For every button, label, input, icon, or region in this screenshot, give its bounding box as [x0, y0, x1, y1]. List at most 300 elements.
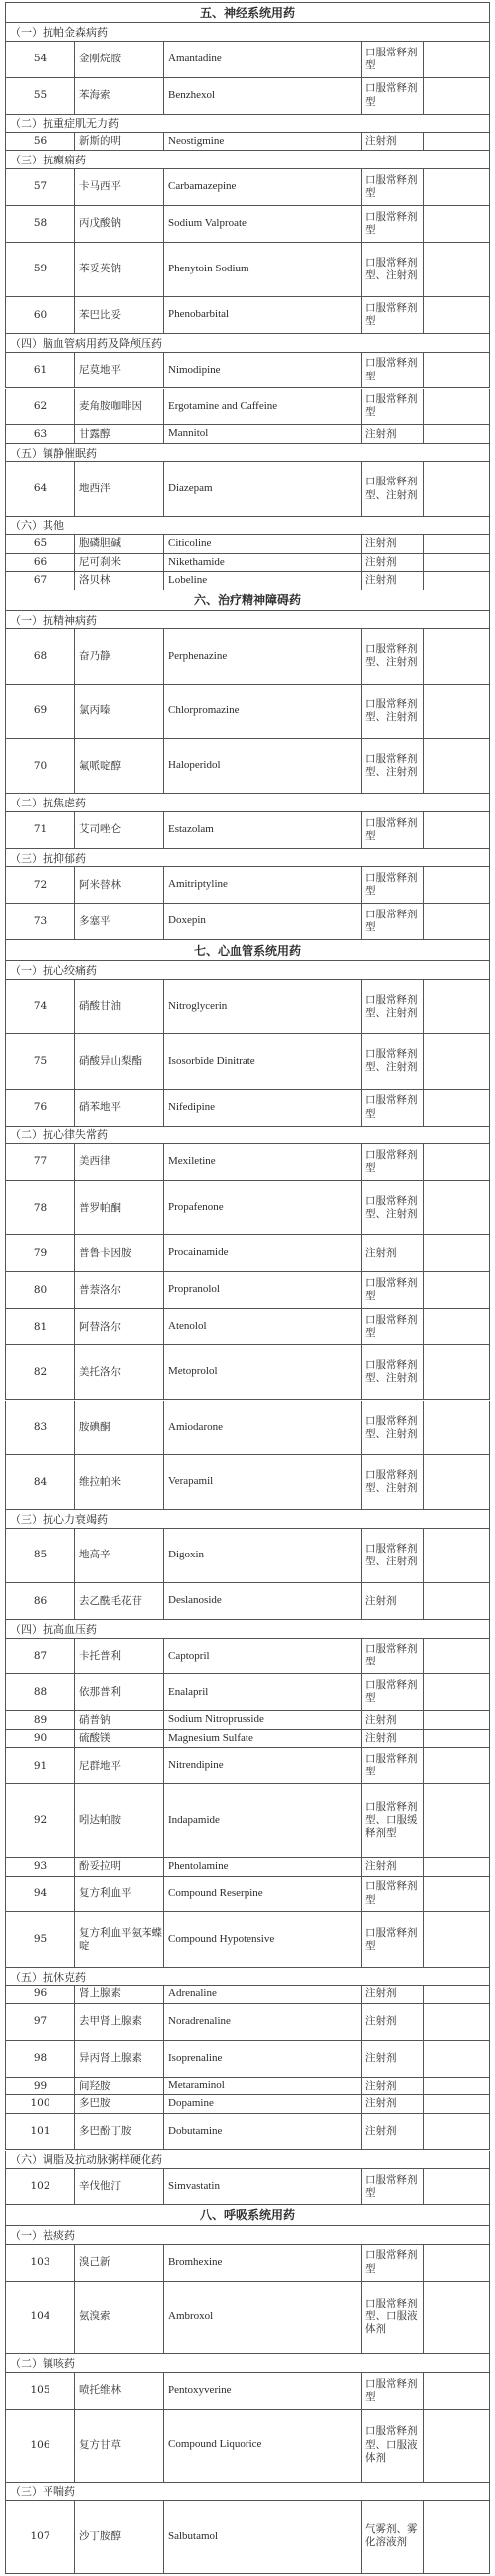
subsection-heading: （一）抗精神病药: [5, 611, 490, 629]
remarks-cell: [424, 1345, 491, 1399]
drug-chinese-name: 依那普利: [75, 1674, 164, 1710]
dosage-form: 口服常释剂型: [362, 812, 424, 848]
remarks-cell: [424, 353, 491, 388]
drug-english-name: Sodium Valproate: [164, 206, 362, 242]
remarks-cell: [424, 297, 491, 333]
table-row: [5, 2245, 490, 2282]
remarks-cell: [424, 1784, 491, 1857]
row-number: 89: [6, 1711, 75, 1728]
drug-english-name: Nitroglycerin: [164, 980, 362, 1033]
drug-chinese-name: 苯巴比妥: [75, 297, 164, 333]
drug-english-name: Isosorbide Dinitrate: [164, 1034, 362, 1088]
table-row: [5, 133, 490, 151]
remarks-cell: [424, 2169, 491, 2204]
drug-chinese-name: 硝苯地平: [75, 1090, 164, 1126]
drug-english-name: Captopril: [164, 1639, 362, 1674]
drug-english-name: Nifedipine: [164, 1090, 362, 1126]
drug-english-name: Ergotamine and Caffeine: [164, 389, 362, 425]
row-number: 75: [6, 1034, 75, 1088]
remarks-cell: [424, 1912, 491, 1966]
remarks-cell: [424, 1090, 491, 1126]
dosage-form: 口服常释剂型: [362, 904, 424, 939]
row-number: 62: [6, 389, 75, 425]
row-number: 60: [6, 297, 75, 333]
dosage-form: 口服常释剂型: [362, 1674, 424, 1710]
drug-chinese-name: 间羟胺: [75, 2078, 164, 2094]
dosage-form: 口服常释剂型: [362, 1090, 424, 1126]
remarks-cell: [424, 2095, 491, 2112]
row-number: 104: [6, 2282, 75, 2354]
table-row: [5, 2169, 490, 2205]
remarks-cell: [424, 462, 491, 515]
table-row: [5, 78, 490, 115]
table-row: [5, 1674, 490, 1711]
drug-english-name: Phenytoin Sodium: [164, 243, 362, 296]
drug-chinese-name: 普萘洛尔: [75, 1272, 164, 1308]
drug-chinese-name: 新斯的明: [75, 133, 164, 150]
remarks-cell: [424, 867, 491, 903]
dosage-form: 口服常释剂型: [362, 1912, 424, 1966]
drug-chinese-name: 艾司唑仑: [75, 812, 164, 848]
row-number: 70: [6, 739, 75, 793]
drug-chinese-name: 美西律: [75, 1144, 164, 1180]
remarks-cell: [424, 572, 491, 589]
drug-chinese-name: 奋乃静: [75, 629, 164, 683]
remarks-cell: [424, 1730, 491, 1747]
remarks-cell: [424, 1877, 491, 1912]
drug-english-name: Pentoxyverine: [164, 2373, 362, 2409]
subsection-heading: （三）抗心力衰竭药: [5, 1510, 490, 1528]
row-number: 54: [6, 42, 75, 77]
subsection-heading: （二）镇咳药: [5, 2354, 490, 2372]
row-number: 58: [6, 206, 75, 242]
table-row: [5, 980, 490, 1034]
row-number: 98: [6, 2041, 75, 2077]
row-number: 96: [6, 1986, 75, 2002]
drug-chinese-name: 酚妥拉明: [75, 1858, 164, 1875]
drug-chinese-name: 卡马西平: [75, 169, 164, 205]
drug-english-name: Amantadine: [164, 42, 362, 77]
table-row: [5, 685, 490, 739]
remarks-cell: [424, 2282, 491, 2354]
table-row: [5, 2373, 490, 2410]
drug-english-name: Dopamine: [164, 2095, 362, 2112]
subsection-heading: （五）抗休克药: [5, 1968, 490, 1986]
dosage-form: 口服常释剂型、注射剂: [362, 1529, 424, 1582]
row-number: 102: [6, 2169, 75, 2204]
drug-chinese-name: 尼群地平: [75, 1748, 164, 1783]
drug-english-name: Simvastatin: [164, 2169, 362, 2204]
row-number: 97: [6, 2004, 75, 2040]
remarks-cell: [424, 1144, 491, 1180]
remarks-cell: [424, 425, 491, 442]
row-number: 57: [6, 169, 75, 205]
row-number: 74: [6, 980, 75, 1033]
row-number: 88: [6, 1674, 75, 1710]
drug-english-name: Amiodarone: [164, 1401, 362, 1454]
remarks-cell: [424, 1858, 491, 1875]
dosage-form: 口服常释剂型、注射剂: [362, 1181, 424, 1234]
row-number: 55: [6, 78, 75, 114]
drug-chinese-name: 去乙酰毛花苷: [75, 1583, 164, 1619]
remarks-cell: [424, 1034, 491, 1088]
drug-english-name: Haloperidol: [164, 739, 362, 793]
remarks-cell: [424, 812, 491, 848]
drug-chinese-name: 地西泮: [75, 462, 164, 515]
row-number: 100: [6, 2095, 75, 2112]
drug-english-name: Doxepin: [164, 904, 362, 939]
drug-chinese-name: 金刚烷胺: [75, 42, 164, 77]
drug-chinese-name: 肾上腺素: [75, 1986, 164, 2002]
drug-chinese-name: 硝普钠: [75, 1711, 164, 1728]
table-row: [5, 425, 490, 443]
row-number: 77: [6, 1144, 75, 1180]
table-row: [5, 2501, 490, 2574]
row-number: 106: [6, 2410, 75, 2482]
remarks-cell: [424, 1272, 491, 1308]
drug-english-name: Lobeline: [164, 572, 362, 589]
drug-chinese-name: 尼莫地平: [75, 353, 164, 388]
drug-english-name: Mexiletine: [164, 1144, 362, 1180]
section-heading: 七、心血管系统用药: [5, 940, 490, 961]
section-heading: 八、呼吸系统用药: [5, 2205, 490, 2226]
drug-chinese-name: 硝酸异山梨酯: [75, 1034, 164, 1088]
dosage-form: 口服常释剂型、注射剂: [362, 462, 424, 515]
remarks-cell: [424, 2041, 491, 2077]
row-number: 72: [6, 867, 75, 903]
dosage-form: 注射剂: [362, 425, 424, 442]
drug-chinese-name: 卡托普利: [75, 1639, 164, 1674]
table-row: [5, 1345, 490, 1400]
drug-english-name: Adrenaline: [164, 1986, 362, 2002]
table-row: [5, 1730, 490, 1748]
dosage-form: 口服常释剂型、注射剂: [362, 739, 424, 793]
drug-chinese-name: 氨溴索: [75, 2282, 164, 2354]
table-row: [5, 1401, 490, 1455]
drug-english-name: Citicoline: [164, 535, 362, 552]
drug-english-name: Metoprolol: [164, 1345, 362, 1399]
drug-chinese-name: 洛贝林: [75, 572, 164, 589]
remarks-cell: [424, 2114, 491, 2150]
drug-english-name: Indapamide: [164, 1784, 362, 1857]
subsection-heading: （四）脑血管病用药及降颅压药: [5, 334, 490, 352]
row-number: 107: [6, 2501, 75, 2573]
row-number: 101: [6, 2114, 75, 2150]
table-row: [5, 1986, 490, 2003]
drug-english-name: Atenolol: [164, 1309, 362, 1344]
drug-english-name: Nikethamide: [164, 554, 362, 571]
row-number: 64: [6, 462, 75, 515]
table-row: [5, 2282, 490, 2355]
table-row: [5, 1711, 490, 1729]
drug-chinese-name: 多巴酚丁胺: [75, 2114, 164, 2150]
table-row: [5, 1181, 490, 1235]
remarks-cell: [424, 2004, 491, 2040]
subsection-heading: （一）祛痰药: [5, 2226, 490, 2244]
dosage-form: 注射剂: [362, 2114, 424, 2150]
dosage-form: 口服常释剂型、注射剂: [362, 243, 424, 296]
subsection-heading: （六）其他: [5, 517, 490, 535]
remarks-cell: [424, 1455, 491, 1509]
drug-english-name: Salbutamol: [164, 2501, 362, 2573]
drug-chinese-name: 辛伐他汀: [75, 2169, 164, 2204]
dosage-form: 口服常释剂型: [362, 42, 424, 77]
drug-chinese-name: 复方甘草: [75, 2410, 164, 2482]
drug-english-name: Compound Liquorice: [164, 2410, 362, 2482]
row-number: 95: [6, 1912, 75, 1966]
row-number: 67: [6, 572, 75, 589]
table-row: [5, 1912, 490, 1967]
drug-english-name: Carbamazepine: [164, 169, 362, 205]
row-number: 84: [6, 1455, 75, 1509]
dosage-form: 口服常释剂型、口服液体剂: [362, 2410, 424, 2482]
table-row: [5, 1272, 490, 1309]
table-row: [5, 1235, 490, 1272]
remarks-cell: [424, 169, 491, 205]
dosage-form: 注射剂: [362, 2041, 424, 2077]
dosage-form: 口服常释剂型: [362, 1144, 424, 1180]
remarks-cell: [424, 1181, 491, 1234]
dosage-form: 口服常释剂型、注射剂: [362, 980, 424, 1033]
dosage-form: 口服常释剂型: [362, 2373, 424, 2409]
row-number: 71: [6, 812, 75, 848]
row-number: 92: [6, 1784, 75, 1857]
table-row: [5, 812, 490, 849]
row-number: 61: [6, 353, 75, 388]
drug-english-name: Metaraminol: [164, 2078, 362, 2094]
drug-chinese-name: 硫酸镁: [75, 1730, 164, 1747]
table-row: [5, 554, 490, 572]
table-row: [5, 243, 490, 297]
row-number: 81: [6, 1309, 75, 1344]
drug-english-name: Ambroxol: [164, 2282, 362, 2354]
dosage-form: 注射剂: [362, 2004, 424, 2040]
drug-chinese-name: 氯丙嗪: [75, 685, 164, 738]
dosage-form: 口服常释剂型: [362, 389, 424, 425]
table-row: [5, 353, 490, 389]
remarks-cell: [424, 1748, 491, 1783]
drug-chinese-name: 溴己新: [75, 2245, 164, 2281]
dosage-form: 注射剂: [362, 1235, 424, 1271]
row-number: 105: [6, 2373, 75, 2409]
table-row: [5, 42, 490, 78]
row-number: 99: [6, 2078, 75, 2094]
drug-english-name: Isoprenaline: [164, 2041, 362, 2077]
table-row: [5, 297, 490, 334]
drug-chinese-name: 沙丁胺醇: [75, 2501, 164, 2573]
drug-chinese-name: 普罗帕酮: [75, 1181, 164, 1234]
table-row: [5, 535, 490, 553]
subsection-heading: （三）抗抑郁药: [5, 849, 490, 867]
row-number: 69: [6, 685, 75, 738]
drug-list-table: [5, 0, 490, 2576]
drug-chinese-name: 复方利血平: [75, 1877, 164, 1912]
row-number: 91: [6, 1748, 75, 1783]
table-row: [5, 1529, 490, 1583]
drug-chinese-name: 苯妥英钠: [75, 243, 164, 296]
remarks-cell: [424, 739, 491, 793]
remarks-cell: [424, 1235, 491, 1271]
drug-chinese-name: 普鲁卡因胺: [75, 1235, 164, 1271]
drug-english-name: Neostigmine: [164, 133, 362, 150]
table-row: [5, 206, 490, 243]
drug-chinese-name: 麦角胺咖啡因: [75, 389, 164, 425]
subsection-heading: （二）抗重症肌无力药: [5, 115, 490, 133]
row-number: 65: [6, 535, 75, 552]
remarks-cell: [424, 2410, 491, 2482]
dosage-form: 注射剂: [362, 1986, 424, 2002]
subsection-heading: （四）抗高血压药: [5, 1620, 490, 1638]
dosage-form: 口服常释剂型: [362, 206, 424, 242]
dosage-form: 口服常释剂型、注射剂: [362, 1345, 424, 1399]
drug-chinese-name: 苯海索: [75, 78, 164, 114]
row-number: 103: [6, 2245, 75, 2281]
drug-chinese-name: 吲达帕胺: [75, 1784, 164, 1857]
row-number: 56: [6, 133, 75, 150]
dosage-form: 口服常释剂型: [362, 297, 424, 333]
table-row: [5, 1034, 490, 1089]
drug-chinese-name: 甘露醇: [75, 425, 164, 442]
table-row: [5, 462, 490, 516]
drug-english-name: Sodium Nitroprusside: [164, 1711, 362, 1728]
drug-english-name: Verapamil: [164, 1455, 362, 1509]
remarks-cell: [424, 1529, 491, 1582]
subsection-heading: （一）抗心绞痛药: [5, 961, 490, 979]
drug-english-name: Noradrenaline: [164, 2004, 362, 2040]
dosage-form: 口服常释剂型、注射剂: [362, 1455, 424, 1509]
remarks-cell: [424, 980, 491, 1033]
row-number: 66: [6, 554, 75, 571]
table-row: [5, 904, 490, 940]
table-row: [5, 1455, 490, 1510]
table-row: [5, 739, 490, 794]
row-number: 90: [6, 1730, 75, 1747]
remarks-cell: [424, 2078, 491, 2094]
dosage-form: 注射剂: [362, 1583, 424, 1619]
dosage-form: 口服常释剂型: [362, 1877, 424, 1912]
row-number: 59: [6, 243, 75, 296]
drug-english-name: Phenobarbital: [164, 297, 362, 333]
subsection-heading: （二）抗心律失常药: [5, 1127, 490, 1144]
row-number: 80: [6, 1272, 75, 1308]
row-number: 83: [6, 1401, 75, 1454]
table-row: [5, 867, 490, 904]
drug-english-name: Propranolol: [164, 1272, 362, 1308]
drug-chinese-name: 氟哌啶醇: [75, 739, 164, 793]
drug-english-name: Nimodipine: [164, 353, 362, 388]
drug-english-name: Benzhexol: [164, 78, 362, 114]
dosage-form: 注射剂: [362, 133, 424, 150]
subsection-heading: （一）抗帕金森病药: [5, 23, 490, 41]
row-number: 93: [6, 1858, 75, 1875]
table-row: [5, 572, 490, 590]
dosage-form: 口服常释剂型: [362, 2169, 424, 2204]
remarks-cell: [424, 1583, 491, 1619]
subsection-heading: （五）镇静催眠药: [5, 444, 490, 462]
dosage-form: 注射剂: [362, 2078, 424, 2094]
drug-chinese-name: 胺碘酮: [75, 1401, 164, 1454]
table-row: [5, 1144, 490, 1181]
drug-chinese-name: 异丙肾上腺素: [75, 2041, 164, 2077]
drug-english-name: Nitrendipine: [164, 1748, 362, 1783]
dosage-form: 口服常释剂型、注射剂: [362, 1034, 424, 1088]
drug-english-name: Digoxin: [164, 1529, 362, 1582]
drug-english-name: Perphenazine: [164, 629, 362, 683]
drug-chinese-name: 阿米替林: [75, 867, 164, 903]
dosage-form: 口服常释剂型、口服缓释剂型: [362, 1784, 424, 1857]
drug-chinese-name: 丙戊酸钠: [75, 206, 164, 242]
dosage-form: 口服常释剂型: [362, 169, 424, 205]
drug-english-name: Mannitol: [164, 425, 362, 442]
subsection-heading: （三）平喘药: [5, 2483, 490, 2501]
dosage-form: 口服常释剂型、注射剂: [362, 629, 424, 683]
row-number: 79: [6, 1235, 75, 1271]
drug-english-name: Phentolamine: [164, 1858, 362, 1875]
remarks-cell: [424, 1639, 491, 1674]
remarks-cell: [424, 535, 491, 552]
drug-english-name: Chlorpromazine: [164, 685, 362, 738]
table-row: [5, 2041, 490, 2078]
remarks-cell: [424, 554, 491, 571]
dosage-form: 注射剂: [362, 535, 424, 552]
dosage-form: 注射剂: [362, 1711, 424, 1728]
table-row: [5, 2004, 490, 2041]
subsection-heading: （二）抗焦虑药: [5, 794, 490, 811]
drug-english-name: Magnesium Sulfate: [164, 1730, 362, 1747]
dosage-form: 口服常释剂型、注射剂: [362, 1401, 424, 1454]
drug-english-name: Procainamide: [164, 1235, 362, 1271]
drug-chinese-name: 喷托维林: [75, 2373, 164, 2409]
table-row: [5, 2114, 490, 2151]
drug-chinese-name: 多巴胺: [75, 2095, 164, 2112]
table-row: [5, 169, 490, 206]
remarks-cell: [424, 629, 491, 683]
section-heading: 五、神经系统用药: [5, 2, 490, 23]
table-row: [5, 1090, 490, 1127]
drug-chinese-name: 美托洛尔: [75, 1345, 164, 1399]
remarks-cell: [424, 133, 491, 150]
row-number: 73: [6, 904, 75, 939]
table-row: [5, 1877, 490, 1913]
dosage-form: 注射剂: [362, 2095, 424, 2112]
remarks-cell: [424, 42, 491, 77]
row-number: 94: [6, 1877, 75, 1912]
remarks-cell: [424, 2245, 491, 2281]
dosage-form: 注射剂: [362, 572, 424, 589]
drug-english-name: Enalapril: [164, 1674, 362, 1710]
drug-english-name: Bromhexine: [164, 2245, 362, 2281]
drug-english-name: Diazepam: [164, 462, 362, 515]
drug-chinese-name: 尼可刹米: [75, 554, 164, 571]
dosage-form: 注射剂: [362, 1858, 424, 1875]
drug-english-name: Compound Hypotensive: [164, 1912, 362, 1966]
drug-chinese-name: 阿替洛尔: [75, 1309, 164, 1344]
drug-english-name: Amitriptyline: [164, 867, 362, 903]
row-number: 76: [6, 1090, 75, 1126]
drug-chinese-name: 硝酸甘油: [75, 980, 164, 1033]
table-row: [5, 1639, 490, 1675]
drug-english-name: Estazolam: [164, 812, 362, 848]
dosage-form: 口服常释剂型: [362, 867, 424, 903]
drug-chinese-name: 胞磷胆碱: [75, 535, 164, 552]
table-row: [5, 1784, 490, 1858]
table-row: [5, 1858, 490, 1876]
drug-english-name: Dobutamine: [164, 2114, 362, 2150]
dosage-form: 口服常释剂型: [362, 1639, 424, 1674]
remarks-cell: [424, 904, 491, 939]
remarks-cell: [424, 389, 491, 425]
remarks-cell: [424, 243, 491, 296]
